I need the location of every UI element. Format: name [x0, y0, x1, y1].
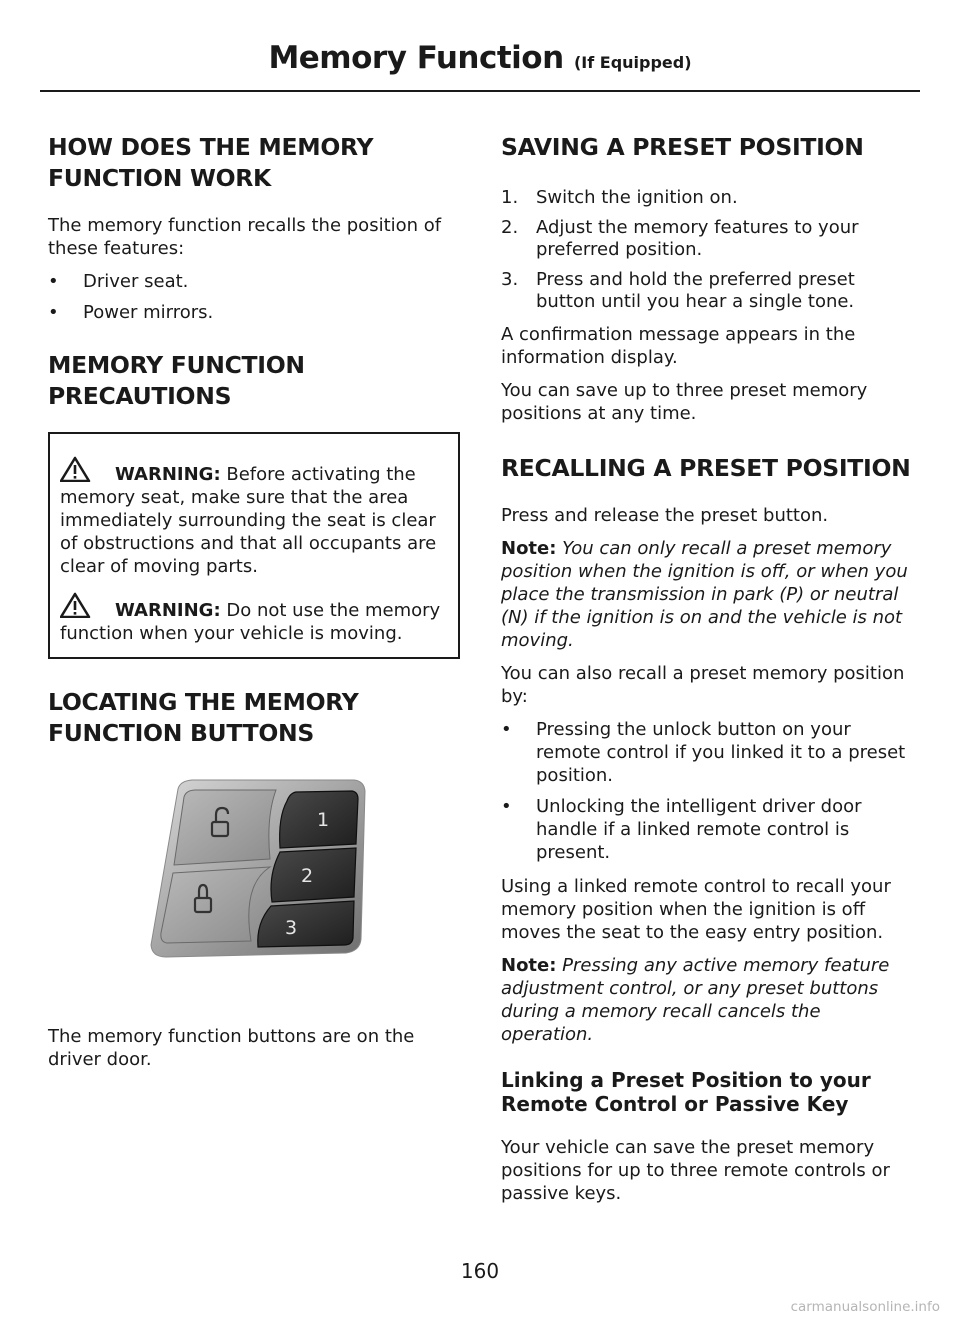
memory-button-2: [271, 848, 356, 902]
step-item: [501, 187, 916, 209]
heading-saving-preset: SAVING A PRESET POSITION: [501, 133, 864, 161]
warning-text: Do not use the memory function when your vehicle is moving.: [60, 600, 441, 644]
page-header: [0, 40, 960, 76]
memory-button-1-label: 1: [317, 809, 330, 831]
memory-button-3: [258, 901, 354, 947]
note-text: You can only recall a preset memory position when the ignition is off, or when you place the transmission in park (P) or neutral (N) if the ignition is on and the vehicle is not moving.: [501, 538, 908, 651]
intro-paragraph: The memory function recalls the position of these features:: [48, 215, 442, 259]
heading-locating-buttons: LOCATING THE MEMORY FUNCTION BUTTONS: [48, 688, 359, 747]
warning-2: [60, 592, 448, 645]
heading-how-it-works: HOW DOES THE MEMORY FUNCTION WORK: [48, 133, 374, 192]
memory-button-3-label: 3: [285, 917, 298, 939]
easy-entry-paragraph: Using a linked remote control to recall your memory position when the ignition is off moves the seat to the easy entry position.: [501, 876, 891, 943]
step-number: 1.: [501, 187, 519, 208]
step-item: [501, 269, 916, 313]
header-subtitle: (If Equipped): [573, 53, 692, 72]
warning-text: Before activating the memory seat, make sure that the area immediately surrounding the seat is clear of obstructions and that all occupants are clear of moving parts.: [60, 464, 437, 577]
recall-methods-list: [501, 718, 916, 864]
save-steps: [501, 187, 916, 313]
right-column: [501, 132, 916, 1215]
step-item: [501, 217, 916, 261]
step-text: Switch the ignition on.: [536, 187, 738, 208]
step-number: 2.: [501, 217, 519, 238]
warning-1: [60, 456, 448, 578]
warning-label: WARNING:: [115, 600, 221, 621]
feature-item: • Power mirrors.: [48, 301, 458, 324]
step-number: 3.: [501, 269, 519, 290]
list-item: • Pressing the unlock button on your remote control if you linked it to a preset position.: [501, 718, 916, 787]
heading-precautions: MEMORY FUNCTION PRECAUTIONS: [48, 351, 305, 410]
press-release-paragraph: Press and release the preset button.: [501, 505, 829, 526]
page-number: 160: [460, 1259, 500, 1283]
three-positions-paragraph: You can save up to three preset memory positions at any time.: [501, 380, 868, 424]
warning-box: [48, 432, 460, 659]
also-recall-paragraph: You can also recall a preset memory position by:: [501, 663, 905, 707]
watermark: carmanualsonline.info: [790, 1299, 940, 1315]
warning-triangle-icon: [60, 456, 115, 482]
step-text: Press and hold the preferred preset button until you hear a single tone.: [536, 269, 855, 312]
note-recall: [501, 537, 916, 652]
linking-paragraph: Your vehicle can save the preset memory positions for up to three remote controls or passive keys.: [501, 1137, 890, 1204]
memory-button-panel-illustration: [148, 777, 388, 987]
memory-buttons-figure: [148, 777, 388, 987]
memory-button-2-label: 2: [301, 865, 314, 887]
feature-list: [48, 270, 458, 324]
note-label: Note:: [501, 955, 557, 976]
left-column: [48, 132, 458, 1081]
feature-item: • Driver seat.: [48, 270, 458, 293]
note-text: Pressing any active memory feature adjustment control, or any preset buttons during a memory recall cancels the operation.: [501, 955, 890, 1045]
step-text: Adjust the memory features to your preferred position.: [536, 217, 859, 260]
warning-label: WARNING:: [115, 464, 221, 485]
note-cancel: [501, 954, 916, 1046]
confirmation-paragraph: A confirmation message appears in the information display.: [501, 324, 856, 368]
warning-triangle-icon: [60, 592, 115, 618]
heading-recalling-preset: RECALLING A PRESET POSITION: [501, 454, 911, 482]
heading-linking-preset: Linking a Preset Position to your Remote Control or Passive Key: [501, 1068, 871, 1116]
location-paragraph: The memory function buttons are on the driver door.: [48, 1026, 415, 1070]
note-label: Note:: [501, 538, 557, 559]
unlock-button: [174, 790, 276, 865]
list-item: • Unlocking the intelligent driver door handle if a linked remote control is present.: [501, 795, 916, 864]
header-rule: [40, 90, 920, 92]
header-title: Memory Function: [268, 40, 564, 76]
